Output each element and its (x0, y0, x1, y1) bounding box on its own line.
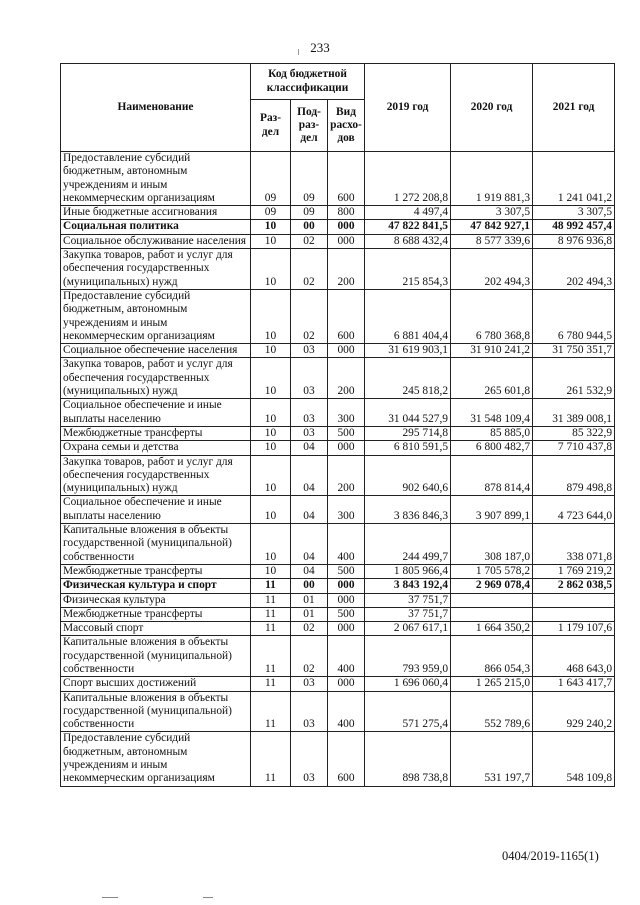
header-code-group: Код бюджетной классификации (251, 64, 365, 100)
row-section: 11 (251, 691, 291, 732)
row-value-2020: 202 494,3 (451, 249, 533, 290)
row-expense-type: 500 (328, 426, 365, 440)
row-expense-type: 300 (328, 496, 365, 524)
row-value-2021: 1 179 107,6 (533, 622, 615, 636)
row-expense-type: 600 (328, 732, 365, 786)
row-name: Массовый спорт (61, 622, 251, 636)
row-name: Физическая культура (61, 593, 251, 607)
table-row (61, 496, 615, 524)
table-row (61, 289, 615, 343)
row-value-2020: 2 969 078,4 (451, 579, 533, 593)
row-section: 11 (251, 732, 291, 786)
row-section: 11 (251, 622, 291, 636)
row-name: Капитальные вложения в объекты государственной (муниципальной) собственности (61, 636, 251, 677)
row-expense-type: 000 (328, 441, 365, 455)
row-subsection: 00 (291, 579, 328, 593)
header-subsection: Под-раз-дел (291, 100, 328, 152)
row-name: Спорт высших достижений (61, 677, 251, 691)
row-expense-type: 800 (328, 206, 365, 220)
row-expense-type: 400 (328, 636, 365, 677)
row-name: Предоставление субсидий бюджетным, автономным учреждениям и иным некоммерческим организациям (61, 732, 251, 786)
row-value-2021: 1 643 417,7 (533, 677, 615, 691)
row-subsection: 04 (291, 441, 328, 455)
header-2021: 2021 год (533, 64, 615, 152)
table-row (61, 732, 615, 786)
row-name: Социальное обеспечение и иные выплаты населению (61, 399, 251, 427)
row-section: 11 (251, 636, 291, 677)
row-name: Закупка товаров, работ и услуг для обеспечения государственных (муниципальных) нужд (61, 358, 251, 399)
row-subsection: 02 (291, 636, 328, 677)
row-value-2019: 1 805 966,4 (365, 564, 451, 578)
row-value-2020: 878 814,4 (451, 455, 533, 496)
row-subsection: 04 (291, 455, 328, 496)
row-value-2019: 793 959,0 (365, 636, 451, 677)
row-expense-type: 400 (328, 524, 365, 565)
row-value-2019: 215 854,3 (365, 249, 451, 290)
header-2019: 2019 год (365, 64, 451, 152)
row-value-2020: 265 601,8 (451, 358, 533, 399)
row-value-2020: 6 800 482,7 (451, 441, 533, 455)
row-subsection: 03 (291, 358, 328, 399)
row-value-2019: 8 688 432,4 (365, 234, 451, 248)
row-value-2020: 1 919 881,3 (451, 152, 533, 206)
row-section: 09 (251, 206, 291, 220)
row-value-2021: 6 780 944,5 (533, 289, 615, 343)
row-value-2021: 85 322,9 (533, 426, 615, 440)
row-section: 10 (251, 344, 291, 358)
page-number: 233 (310, 40, 330, 55)
row-value-2019: 6 881 404,4 (365, 289, 451, 343)
row-value-2021: 7 710 437,8 (533, 441, 615, 455)
row-expense-type: 200 (328, 455, 365, 496)
row-name: Социальное обеспечение и иные выплаты населению (61, 496, 251, 524)
row-value-2020 (451, 607, 533, 621)
row-section: 10 (251, 441, 291, 455)
row-name: Капитальные вложения в объекты государственной (муниципальной) собственности (61, 524, 251, 565)
row-value-2021: 4 723 644,0 (533, 496, 615, 524)
table-body (61, 152, 615, 787)
scan-mark-left (102, 897, 118, 898)
row-subsection: 02 (291, 622, 328, 636)
header-name: Наименование (61, 64, 251, 152)
row-subsection: 02 (291, 289, 328, 343)
row-value-2021: 3 307,5 (533, 206, 615, 220)
scan-tick-mark (298, 49, 299, 55)
row-value-2021: 1 769 219,2 (533, 564, 615, 578)
row-value-2020 (451, 593, 533, 607)
table-row (61, 455, 615, 496)
row-value-2020: 8 577 339,6 (451, 234, 533, 248)
table-row (61, 152, 615, 206)
row-section: 09 (251, 152, 291, 206)
row-value-2020: 3 907 899,1 (451, 496, 533, 524)
row-value-2021: 2 862 038,5 (533, 579, 615, 593)
header-2020: 2020 год (451, 64, 533, 152)
row-section: 10 (251, 564, 291, 578)
row-value-2019: 902 640,6 (365, 455, 451, 496)
table-header (61, 64, 615, 152)
row-value-2020: 1 265 215,0 (451, 677, 533, 691)
row-value-2019: 37 751,7 (365, 593, 451, 607)
row-subsection: 03 (291, 732, 328, 786)
row-value-2021: 548 109,8 (533, 732, 615, 786)
table-row (61, 564, 615, 578)
table-row (61, 677, 615, 691)
row-value-2019: 1 696 060,4 (365, 677, 451, 691)
row-value-2019: 31 619 903,1 (365, 344, 451, 358)
table-row (61, 358, 615, 399)
row-subsection: 04 (291, 496, 328, 524)
row-name: Физическая культура и спорт (61, 579, 251, 593)
row-value-2021: 202 494,3 (533, 249, 615, 290)
row-section: 11 (251, 607, 291, 621)
table-row (61, 593, 615, 607)
row-section: 10 (251, 524, 291, 565)
table-row (61, 234, 615, 248)
table-row (61, 441, 615, 455)
row-section: 10 (251, 289, 291, 343)
row-section: 11 (251, 579, 291, 593)
row-value-2021: 261 532,9 (533, 358, 615, 399)
budget-table (60, 63, 615, 787)
row-value-2020: 31 548 109,4 (451, 399, 533, 427)
table-row (61, 206, 615, 220)
document-code: 0404/2019-1165(1) (502, 849, 599, 863)
row-section: 10 (251, 496, 291, 524)
row-section: 11 (251, 677, 291, 691)
row-value-2019: 6 810 591,5 (365, 441, 451, 455)
row-value-2021 (533, 607, 615, 621)
row-value-2020: 1 705 578,2 (451, 564, 533, 578)
row-subsection: 03 (291, 399, 328, 427)
scan-mark-right (203, 897, 213, 898)
row-subsection: 02 (291, 234, 328, 248)
row-expense-type: 200 (328, 358, 365, 399)
row-expense-type: 000 (328, 622, 365, 636)
row-value-2019: 47 822 841,5 (365, 220, 451, 234)
row-section: 10 (251, 455, 291, 496)
row-value-2019: 898 738,8 (365, 732, 451, 786)
row-subsection: 04 (291, 524, 328, 565)
row-value-2021: 929 240,2 (533, 691, 615, 732)
row-subsection: 01 (291, 607, 328, 621)
row-value-2019: 244 499,7 (365, 524, 451, 565)
row-value-2020: 31 910 241,2 (451, 344, 533, 358)
row-name: Иные бюджетные ассигнования (61, 206, 251, 220)
row-value-2019: 571 275,4 (365, 691, 451, 732)
table-row (61, 524, 615, 565)
row-name: Межбюджетные трансферты (61, 607, 251, 621)
row-value-2020: 1 664 350,2 (451, 622, 533, 636)
table-row (61, 426, 615, 440)
table-row (61, 636, 615, 677)
table-row (61, 344, 615, 358)
row-section: 10 (251, 234, 291, 248)
table-row (61, 220, 615, 234)
row-value-2019: 245 818,2 (365, 358, 451, 399)
row-value-2019: 1 272 208,8 (365, 152, 451, 206)
row-expense-type: 000 (328, 344, 365, 358)
table-row (61, 399, 615, 427)
row-expense-type: 000 (328, 579, 365, 593)
row-value-2020: 3 307,5 (451, 206, 533, 220)
row-expense-type: 200 (328, 249, 365, 290)
row-section: 10 (251, 358, 291, 399)
row-name: Социальная политика (61, 220, 251, 234)
row-value-2020: 308 187,0 (451, 524, 533, 565)
row-value-2020: 47 842 927,1 (451, 220, 533, 234)
row-expense-type: 600 (328, 289, 365, 343)
row-subsection: 09 (291, 152, 328, 206)
table-row (61, 249, 615, 290)
row-subsection: 09 (291, 206, 328, 220)
row-name: Закупка товаров, работ и услуг для обеспечения государственных (муниципальных) нужд (61, 455, 251, 496)
row-value-2019: 3 836 846,3 (365, 496, 451, 524)
table-row (61, 622, 615, 636)
row-value-2021: 1 241 041,2 (533, 152, 615, 206)
row-subsection: 03 (291, 426, 328, 440)
row-expense-type: 500 (328, 564, 365, 578)
row-section: 10 (251, 426, 291, 440)
row-subsection: 03 (291, 691, 328, 732)
row-value-2020: 6 780 368,8 (451, 289, 533, 343)
row-value-2021: 8 976 936,8 (533, 234, 615, 248)
row-value-2020: 866 054,3 (451, 636, 533, 677)
table-row (61, 579, 615, 593)
row-value-2020: 552 789,6 (451, 691, 533, 732)
row-expense-type: 400 (328, 691, 365, 732)
row-expense-type: 000 (328, 220, 365, 234)
row-value-2021: 31 389 008,1 (533, 399, 615, 427)
row-name: Предоставление субсидий бюджетным, автономным учреждениям и иным некоммерческим организациям (61, 152, 251, 206)
row-subsection: 04 (291, 564, 328, 578)
row-section: 10 (251, 249, 291, 290)
row-subsection: 01 (291, 593, 328, 607)
row-value-2021 (533, 593, 615, 607)
row-section: 10 (251, 220, 291, 234)
row-expense-type: 300 (328, 399, 365, 427)
row-value-2021: 468 643,0 (533, 636, 615, 677)
row-value-2020: 531 197,7 (451, 732, 533, 786)
row-subsection: 02 (291, 249, 328, 290)
row-value-2019: 3 843 192,4 (365, 579, 451, 593)
row-value-2019: 295 714,8 (365, 426, 451, 440)
row-value-2021: 338 071,8 (533, 524, 615, 565)
row-name: Охрана семьи и детства (61, 441, 251, 455)
row-value-2021: 879 498,8 (533, 455, 615, 496)
row-value-2019: 2 067 617,1 (365, 622, 451, 636)
row-subsection: 00 (291, 220, 328, 234)
row-section: 11 (251, 593, 291, 607)
row-value-2021: 48 992 457,4 (533, 220, 615, 234)
header-expense-type: Вид расхо-дов (328, 100, 365, 152)
table-row (61, 607, 615, 621)
row-value-2020: 85 885,0 (451, 426, 533, 440)
row-expense-type: 500 (328, 607, 365, 621)
row-name: Межбюджетные трансферты (61, 564, 251, 578)
row-name: Социальное обслуживание населения (61, 234, 251, 248)
row-name: Капитальные вложения в объекты государственной (муниципальной) собственности (61, 691, 251, 732)
row-subsection: 03 (291, 677, 328, 691)
row-expense-type: 600 (328, 152, 365, 206)
row-section: 10 (251, 399, 291, 427)
row-value-2021: 31 750 351,7 (533, 344, 615, 358)
row-subsection: 03 (291, 344, 328, 358)
row-value-2019: 31 044 527,9 (365, 399, 451, 427)
header-section: Раз-дел (251, 100, 291, 152)
row-expense-type: 000 (328, 234, 365, 248)
row-value-2019: 37 751,7 (365, 607, 451, 621)
row-expense-type: 000 (328, 677, 365, 691)
row-name: Закупка товаров, работ и услуг для обеспечения государственных (муниципальных) нужд (61, 249, 251, 290)
row-name: Социальное обеспечение населения (61, 344, 251, 358)
row-name: Предоставление субсидий бюджетным, автономным учреждениям и иным некоммерческим организациям (61, 289, 251, 343)
table-row (61, 691, 615, 732)
row-name: Межбюджетные трансферты (61, 426, 251, 440)
row-value-2019: 4 497,4 (365, 206, 451, 220)
row-expense-type: 000 (328, 593, 365, 607)
